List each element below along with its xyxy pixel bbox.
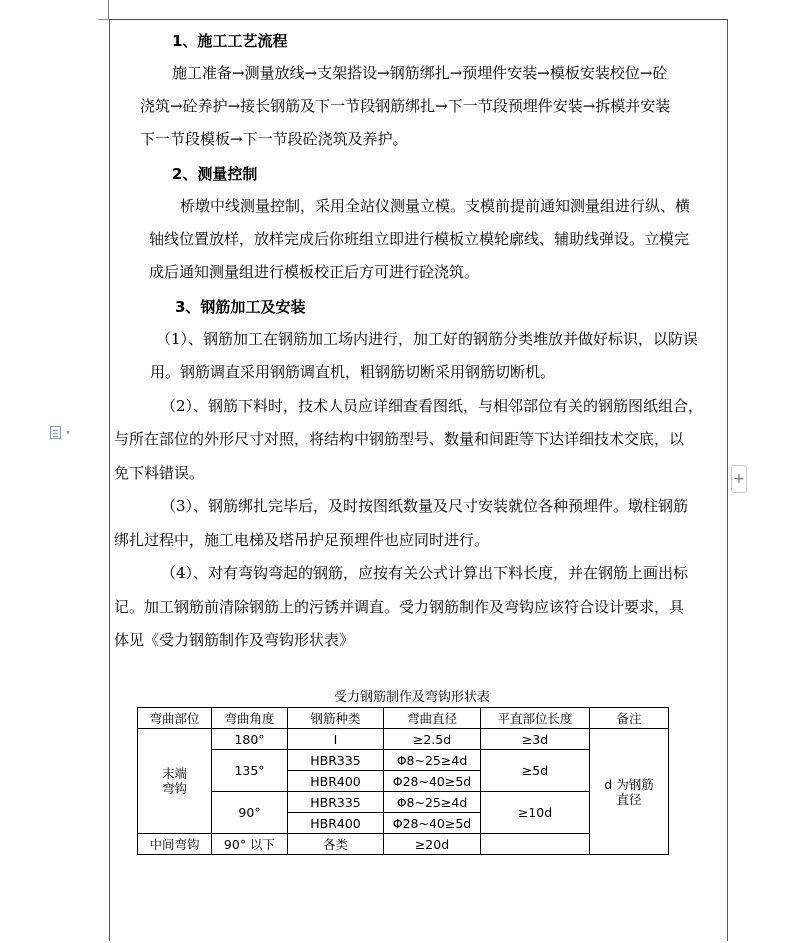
section-2-line-1: 桥墩中线测量控制，采用全站仪测量立模。支模前提前通知测量组进行纵、横 xyxy=(180,197,691,215)
cell-middle-hook: 中间弯钩 xyxy=(138,834,212,855)
table-row xyxy=(138,792,669,813)
section-3-line-4: 与所在部位的外形尺寸对照，将结构中钢筋型号、数量和间距等下达详细技术交底，以 xyxy=(114,430,685,448)
header-straight-length: 平直部位长度 xyxy=(481,708,590,729)
section-1-line-2: 浇筑→砼养护→接长钢筋及下一节段钢筋绑扎→下一节段预埋件安装→拆模并安装 xyxy=(140,97,671,115)
section-3-line-9: 记。加工钢筋前清除钢筋上的污锈并调直。受力钢筋制作及弯钩应该符合设计要求，具 xyxy=(114,598,685,616)
cell-angle-180: 180° xyxy=(212,729,288,750)
section-3-line-5: 免下料错误。 xyxy=(114,464,205,482)
cell-diameter-middle: ≥20d xyxy=(384,834,481,855)
header-rebar-type: 钢筋种类 xyxy=(288,708,384,729)
cell-length-90: ≥10d xyxy=(481,792,590,834)
cell-diameter-180: ≥2.5d xyxy=(384,729,481,750)
cell-diameter-335: Φ8~25≥4d xyxy=(384,792,481,813)
cell-length-180: ≥3d xyxy=(481,729,590,750)
cell-diameter-335: Φ8~25≥4d xyxy=(384,750,481,771)
section-2-line-2: 轴线位置放样，放样完成后你班组立即进行模板立模轮廓线、辅助线弹设。立模完 xyxy=(149,230,690,248)
cell-length-135: ≥5d xyxy=(481,750,590,792)
section-heading-3: 3、钢筋加工及安装 xyxy=(175,298,306,316)
table-header-row xyxy=(138,708,669,729)
section-1-line-3: 下一节段模板→下一节段砼浇筑及养护。 xyxy=(140,130,408,148)
header-bend-location: 弯曲部位 xyxy=(138,708,212,729)
chevron-down-icon[interactable]: ▾ xyxy=(66,428,71,437)
cell-type-all: 各类 xyxy=(288,834,384,855)
header-bend-angle: 弯曲角度 xyxy=(212,708,288,729)
section-3-line-6: （3）、钢筋绑扎完毕后，及时按图纸数量及尺寸安装就位各种预埋件。墩柱钢筋 xyxy=(161,497,689,515)
header-remark: 备注 xyxy=(590,708,669,729)
section-3-line-7: 绑扎过程中，施工电梯及塔吊护足预埋件也应同时进行。 xyxy=(114,531,490,549)
cell-type-hbr400: HBR400 xyxy=(288,813,384,834)
section-3-line-10: 体见《受力钢筋制作及弯钩形状表》 xyxy=(114,631,355,649)
cell-angle-90: 90° xyxy=(212,792,288,834)
table-row xyxy=(138,834,669,855)
cell-diameter-400: Φ28~40≥5d xyxy=(384,813,481,834)
table-caption: 受力钢筋制作及弯钩形状表 xyxy=(334,690,491,705)
section-3-line-2: 用。钢筋调直采用钢筋调直机，粗钢筋切断采用钢筋切断机。 xyxy=(150,363,556,381)
cell-angle-90-below: 90° 以下 xyxy=(212,834,288,855)
section-1-line-1: 施工准备→测量放线→支架搭设→钢筋绑扎→预埋件安装→模板安装校位→砼 xyxy=(172,64,668,82)
header-bend-diameter: 弯曲直径 xyxy=(384,708,481,729)
cell-type-i: I xyxy=(288,729,384,750)
section-3-line-3: （2）、钢筋下料时，技术人员应详细查看图纸，与相邻部位有关的钢筋图纸组合， xyxy=(161,397,704,415)
cell-end-hook: 末端 弯钩 xyxy=(138,729,212,834)
section-3-line-1: （1）、钢筋加工在钢筋加工场内进行，加工好的钢筋分类堆放并做好标识，以防误 xyxy=(156,330,699,348)
table-row xyxy=(138,750,669,771)
bending-spec-table xyxy=(137,707,669,855)
cell-type-hbr335: HBR335 xyxy=(288,750,384,771)
cell-type-hbr335: HBR335 xyxy=(288,792,384,813)
document-icon[interactable] xyxy=(50,426,61,439)
table-row xyxy=(138,729,669,750)
cell-type-hbr400: HBR400 xyxy=(288,771,384,792)
section-3-line-8: （4）、对有弯钩弯起的钢筋，应按有关公式计算出下料长度，并在钢筋上画出标 xyxy=(161,564,689,582)
crop-mark-vertical xyxy=(108,0,109,20)
section-heading-2: 2、测量控制 xyxy=(172,165,258,183)
section-2-line-3: 成后通知测量组进行模板校正后方可进行砼浇筑。 xyxy=(149,263,480,281)
cell-note: d 为钢筋 直径 xyxy=(590,729,669,855)
cell-length-middle xyxy=(481,834,590,855)
cell-diameter-400: Φ28~40≥5d xyxy=(384,771,481,792)
cell-angle-135: 135° xyxy=(212,750,288,792)
section-heading-1: 1、施工工艺流程 xyxy=(172,32,288,50)
add-button[interactable]: + xyxy=(731,465,747,493)
